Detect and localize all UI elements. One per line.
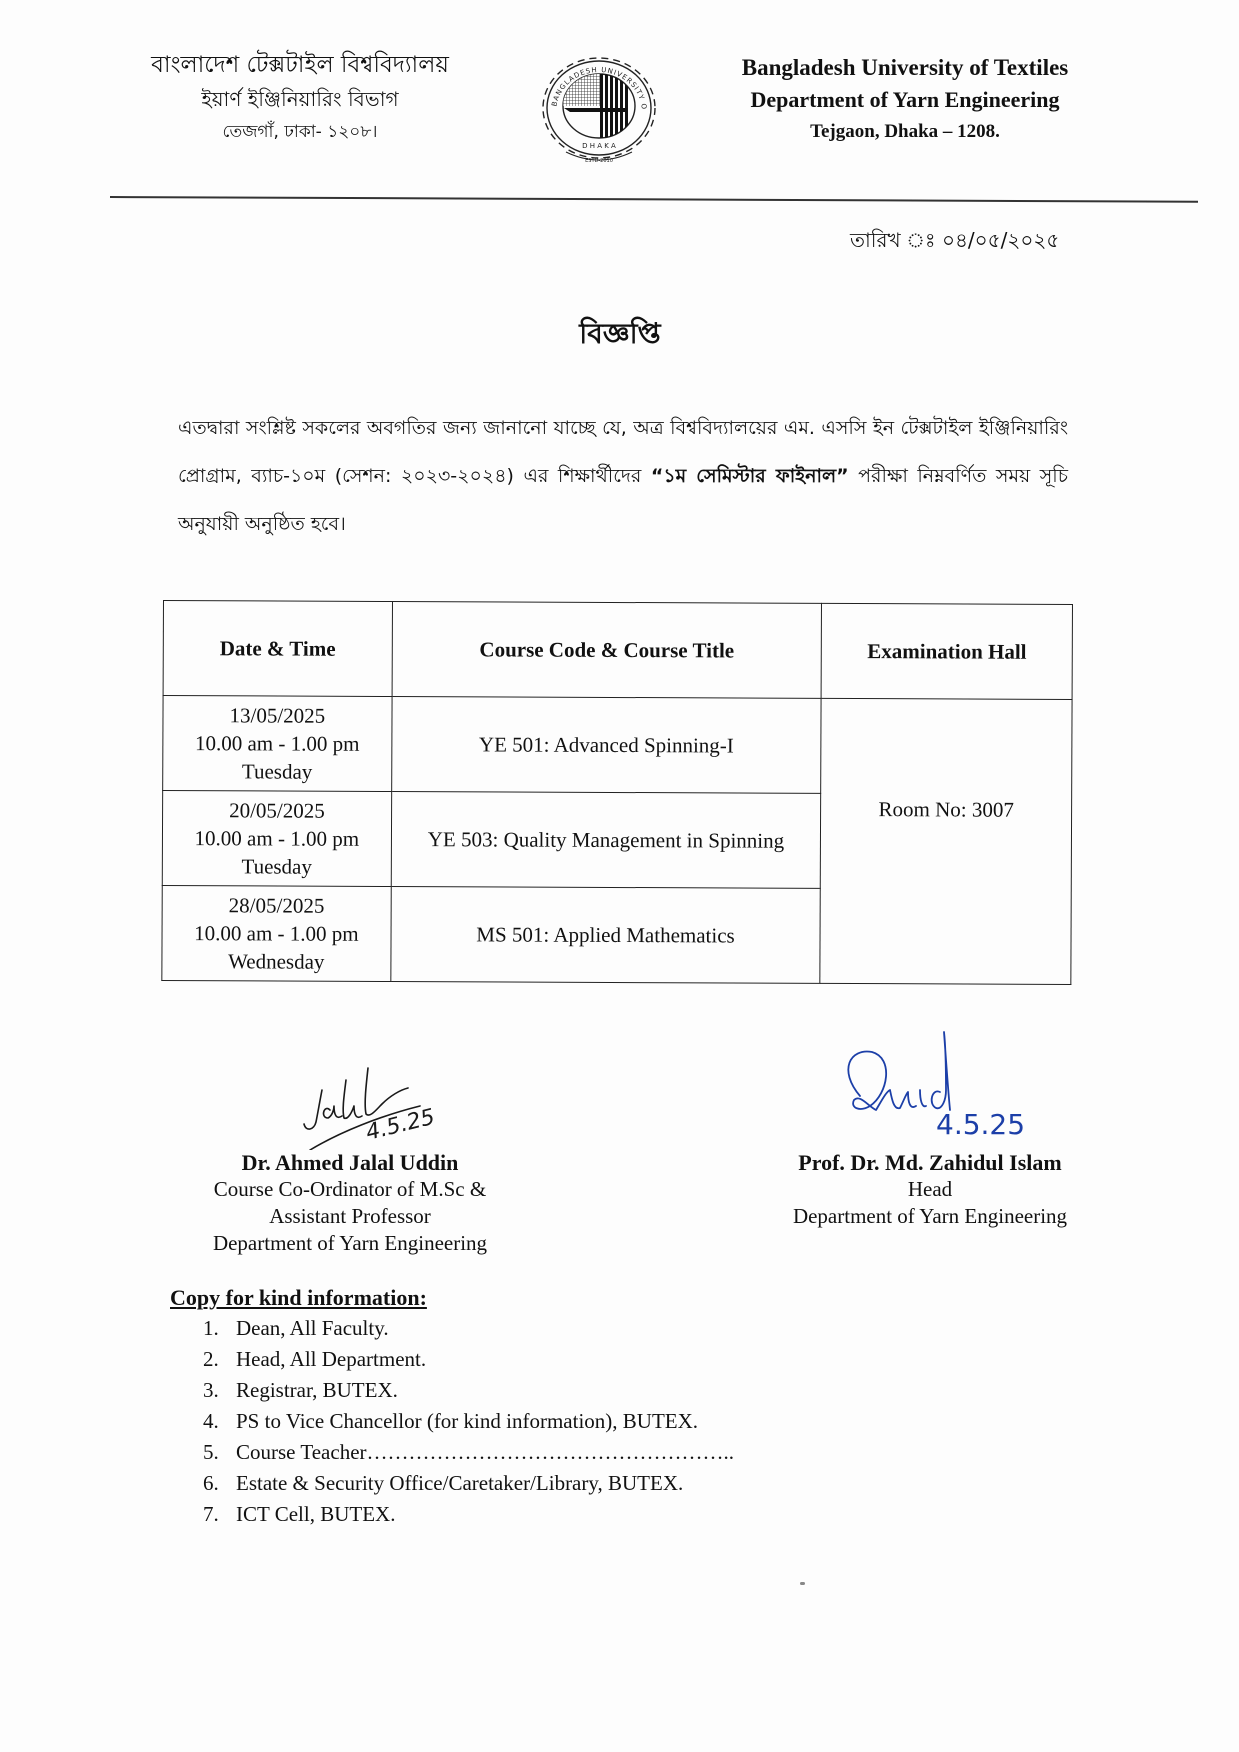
- course-cell: YE 501: Advanced Spinning-I: [391, 696, 821, 793]
- list-number: 2.: [203, 1347, 219, 1371]
- header-exam-hall: Examination Hall: [821, 603, 1072, 699]
- notice-title: বিজ্ঞপ্তি: [579, 317, 661, 350]
- handwritten-signature-right: [790, 1030, 1050, 1150]
- copy-distribution: [170, 1283, 734, 1530]
- list-number: 6.: [203, 1471, 219, 1495]
- list-number: 3.: [203, 1378, 219, 1402]
- signatory-left: [185, 1040, 515, 1257]
- letterhead-bn-department: ইয়ার্ণ ইঞ্জিনিয়ারিং বিভাগ: [201, 87, 399, 111]
- course-cell: YE 503: Quality Management in Spinning: [391, 791, 821, 888]
- letterhead-bengali: [120, 48, 480, 148]
- exam-date: 20/05/2025: [229, 798, 325, 823]
- exam-time: 10.00 am - 1.00 pm: [194, 921, 359, 946]
- copy-list: [170, 1313, 734, 1530]
- letterhead-en-university: Bangladesh University of Textiles: [741, 55, 1069, 80]
- signature-date-right: 4.5.25: [936, 1108, 1026, 1141]
- copy-title: Copy for kind information:: [170, 1285, 427, 1310]
- svg-text:BANGLADESH UNIVERSITY OF TEXTI: BANGLADESH UNIVERSITY O: [550, 65, 649, 111]
- exam-day: Tuesday: [241, 759, 313, 784]
- list-number: 1.: [203, 1316, 219, 1340]
- exam-hall-cell: Room No: 3007: [820, 698, 1072, 984]
- signatory-name: Prof. Dr. Md. Zahidul Islam: [798, 1150, 1062, 1175]
- notice-body-part2: পরীক্ষা নিম্নবর্ণিত সময় সূচি অনুযায়ী অনুষ্ঠিত হবে।: [178, 465, 1068, 535]
- list-item: [203, 1468, 734, 1499]
- signature-date-left: 4.5.25: [363, 1104, 438, 1146]
- notice-body-emphasis: “১ম সেমিস্টার ফাইনাল”: [650, 465, 849, 487]
- notice-date: তারিখ ঃ ০৪/০৫/২০২৫: [850, 228, 1060, 252]
- letterhead-en-address: Tejgaon, Dhaka – 1208.: [810, 121, 1000, 142]
- list-text: ICT Cell, BUTEX.: [236, 1502, 396, 1526]
- list-item: [203, 1313, 734, 1344]
- list-text: Estate & Security Office/Caretaker/Library, BUTEX.: [236, 1471, 684, 1495]
- list-item: [203, 1344, 734, 1375]
- signatory-right: [760, 1030, 1100, 1230]
- header-date-time: Date & Time: [163, 601, 392, 697]
- list-text: PS to Vice Chancellor (for kind information), BUTEX.: [236, 1409, 699, 1433]
- date-time-cell: [162, 791, 391, 887]
- list-item: [203, 1406, 734, 1437]
- letterhead-english: [705, 52, 1105, 148]
- letterhead-bn-address: তেজগাঁ, ঢাকা- ১২০৮।: [222, 122, 378, 142]
- scan-artifact: [800, 1582, 805, 1585]
- exam-day: Wednesday: [228, 949, 325, 974]
- list-text: Course Teacher……………………………………………..: [236, 1440, 735, 1464]
- svg-text:ESTD-2010: ESTD-2010: [585, 158, 613, 164]
- signatory-title: Assistant Professor: [269, 1204, 431, 1228]
- exam-time: 10.00 am - 1.00 pm: [194, 731, 360, 756]
- signatory-department: Department of Yarn Engineering: [792, 1204, 1068, 1228]
- list-item: [203, 1375, 734, 1406]
- exam-day: Tuesday: [241, 854, 312, 879]
- course-cell: MS 501: Applied Mathematics: [391, 886, 821, 983]
- exam-date: 28/05/2025: [228, 893, 325, 918]
- exam-schedule-table: [161, 600, 1073, 985]
- list-text: Head, All Department.: [236, 1347, 427, 1371]
- handwritten-signature-left: [250, 1040, 450, 1150]
- list-text: Dean, All Faculty.: [236, 1316, 389, 1340]
- header-course: Course Code & Course Title: [392, 602, 822, 699]
- list-item: [203, 1499, 734, 1530]
- svg-text:D H A K A: D H A K A: [582, 142, 616, 150]
- table-row: [163, 696, 1072, 795]
- notice-body-part1: এতদ্বারা সংশ্লিষ্ট সকলের অবগতির জন্য জানানো যাচ্ছে যে, অত্র বিশ্ববিদ্যালয়ের এম. এসসি ইন টেক্সটাইল ইঞ্জিনিয়ারিং প্রোগ্রাম, ব্যাচ-১০ম (সেশন: ২০২৩-২০২৪) এর শিক্ষার্থীদের: [178, 417, 1068, 487]
- date-time-cell: [162, 885, 391, 981]
- list-number: 5.: [203, 1440, 219, 1464]
- signatory-title: Course Co-Ordinator of M.Sc &: [213, 1177, 487, 1201]
- signatory-title: Head: [907, 1177, 953, 1201]
- list-number: 4.: [203, 1409, 219, 1433]
- letterhead-bn-university: বাংলাদেশ টেক্সটাইল বিশ্ববিদ্যালয়: [151, 52, 449, 78]
- notice-body: [178, 404, 1068, 548]
- signatory-name: Dr. Ahmed Jalal Uddin: [241, 1150, 459, 1175]
- date-time-cell: [163, 696, 392, 792]
- exam-time: 10.00 am - 1.00 pm: [194, 826, 360, 851]
- university-seal-icon: [536, 52, 662, 168]
- list-item: [203, 1437, 734, 1468]
- letterhead-divider: [110, 196, 1198, 203]
- signatory-department: Department of Yarn Engineering: [212, 1231, 488, 1255]
- list-text: Registrar, BUTEX.: [236, 1378, 398, 1402]
- exam-date: 13/05/2025: [229, 703, 326, 728]
- list-number: 7.: [203, 1502, 219, 1526]
- table-header-row: [163, 601, 1072, 700]
- letterhead-en-department: Department of Yarn Engineering: [750, 87, 1060, 112]
